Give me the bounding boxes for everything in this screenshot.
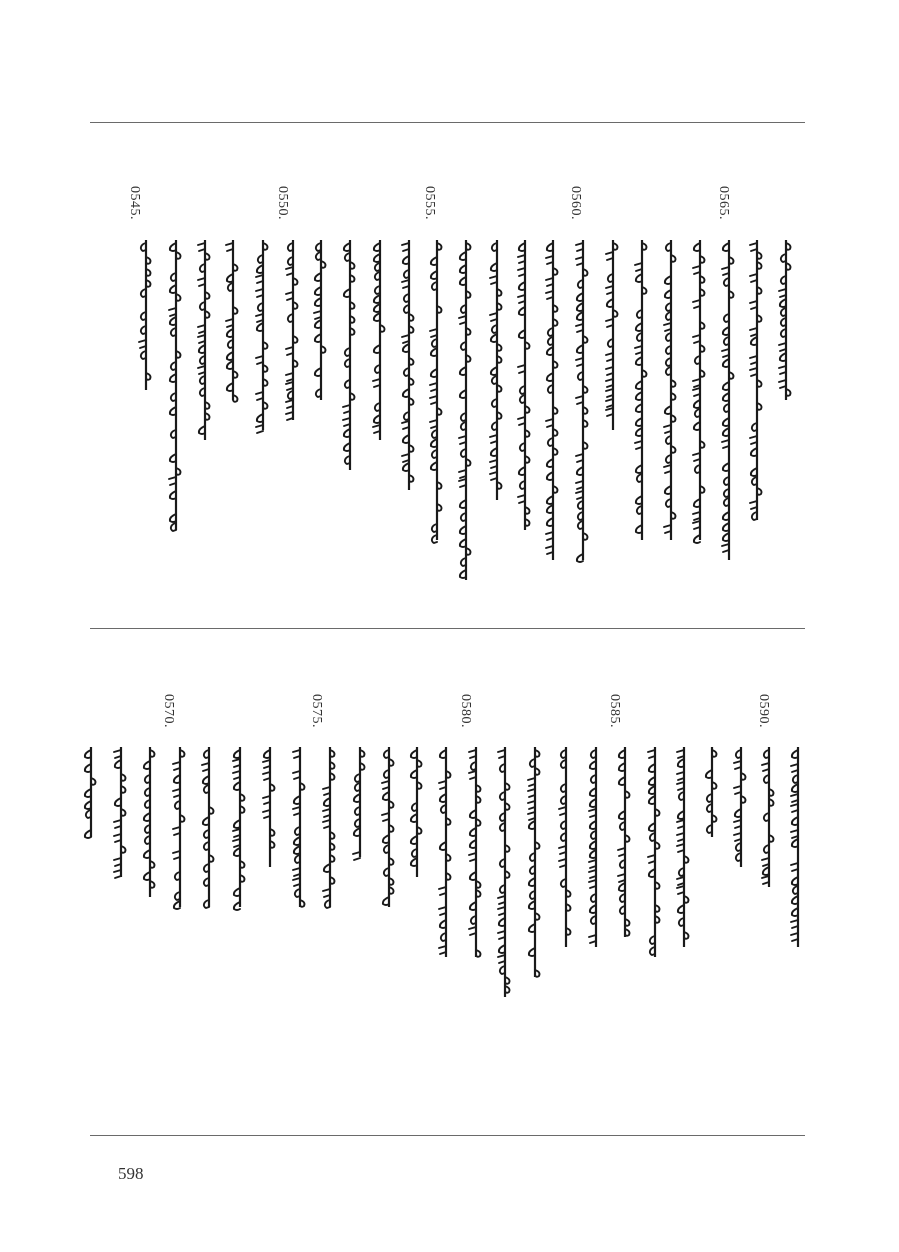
script-glyphs [517, 240, 533, 530]
script-glyphs [721, 240, 737, 560]
line-number: 0575. [309, 694, 324, 728]
script-column [778, 240, 794, 400]
script-column [225, 240, 241, 400]
script-glyphs [790, 747, 806, 947]
script-glyphs [352, 747, 368, 857]
line-number: 0560. [568, 186, 583, 220]
script-glyphs [749, 240, 765, 520]
script-column [790, 747, 806, 947]
script-glyphs [381, 747, 397, 907]
line-number: 0580. [458, 694, 473, 728]
script-column [588, 747, 604, 947]
script-column [647, 747, 663, 957]
script-column [232, 747, 248, 907]
script-glyphs [663, 240, 679, 540]
script-column [634, 240, 650, 540]
line-number: 0545. [127, 186, 142, 220]
script-glyphs [545, 240, 561, 560]
script-column [113, 747, 129, 877]
script-glyphs [255, 240, 271, 430]
script-glyphs [692, 240, 708, 540]
script-glyphs [409, 747, 425, 877]
script-glyphs [292, 747, 308, 907]
script-column [255, 240, 271, 430]
script-column [83, 747, 99, 837]
script-column [381, 747, 397, 907]
script-column [761, 747, 777, 887]
script-column [517, 240, 533, 530]
script-column [313, 240, 329, 400]
script-column [285, 240, 301, 420]
script-glyphs [168, 240, 184, 530]
script-glyphs [138, 240, 154, 390]
script-column [468, 747, 484, 957]
script-column [704, 747, 720, 837]
script-glyphs [575, 240, 591, 560]
script-glyphs [558, 747, 574, 947]
script-column [438, 747, 454, 957]
script-column [197, 240, 213, 440]
script-column [676, 747, 692, 947]
line-number: 0555. [422, 186, 437, 220]
script-column [138, 240, 154, 390]
script-glyphs [634, 240, 650, 540]
line-number: 0585. [607, 694, 622, 728]
script-column [733, 747, 749, 867]
script-column [372, 240, 388, 440]
script-column [409, 747, 425, 877]
script-column [352, 747, 368, 857]
script-glyphs [497, 747, 513, 997]
script-glyphs [172, 747, 188, 907]
middle-rule [90, 628, 805, 629]
script-glyphs [401, 240, 417, 490]
script-column [497, 747, 513, 997]
script-column [605, 240, 621, 430]
line-number: 0550. [275, 186, 290, 220]
script-glyphs [489, 240, 505, 500]
script-column [292, 747, 308, 907]
script-glyphs [322, 747, 338, 907]
script-glyphs [372, 240, 388, 440]
script-column [489, 240, 505, 500]
script-glyphs [342, 240, 358, 470]
script-column [172, 747, 188, 907]
script-glyphs [761, 747, 777, 887]
script-glyphs [232, 747, 248, 907]
script-glyphs [262, 747, 278, 867]
script-glyphs [733, 747, 749, 867]
script-column [201, 747, 217, 907]
top-rule [90, 122, 805, 123]
script-column [721, 240, 737, 560]
script-column [429, 240, 445, 540]
line-number: 0565. [716, 186, 731, 220]
script-glyphs [468, 747, 484, 957]
script-column [545, 240, 561, 560]
script-glyphs [313, 240, 329, 400]
script-column [617, 747, 633, 937]
script-glyphs [225, 240, 241, 400]
script-glyphs [527, 747, 543, 977]
script-column [458, 240, 474, 580]
script-column [558, 747, 574, 947]
script-glyphs [647, 747, 663, 957]
line-number: 0590. [756, 694, 771, 728]
script-glyphs [201, 747, 217, 907]
script-column [262, 747, 278, 867]
script-glyphs [778, 240, 794, 400]
script-column [322, 747, 338, 907]
script-glyphs [438, 747, 454, 957]
script-column [663, 240, 679, 540]
script-column [749, 240, 765, 520]
script-glyphs [588, 747, 604, 947]
script-glyphs [113, 747, 129, 877]
script-glyphs [617, 747, 633, 937]
script-column [401, 240, 417, 490]
script-column [527, 747, 543, 977]
script-glyphs [704, 747, 720, 837]
page-number: 598 [118, 1164, 144, 1183]
script-column [575, 240, 591, 560]
script-glyphs [605, 240, 621, 430]
script-glyphs [285, 240, 301, 420]
script-glyphs [197, 240, 213, 440]
line-number: 0570. [161, 694, 176, 728]
script-column [692, 240, 708, 540]
script-column [342, 240, 358, 470]
script-column [142, 747, 158, 897]
script-glyphs [429, 240, 445, 540]
script-glyphs [83, 747, 99, 837]
bottom-rule [90, 1135, 805, 1136]
script-glyphs [676, 747, 692, 947]
script-glyphs [458, 240, 474, 580]
script-glyphs [142, 747, 158, 897]
script-column [168, 240, 184, 530]
